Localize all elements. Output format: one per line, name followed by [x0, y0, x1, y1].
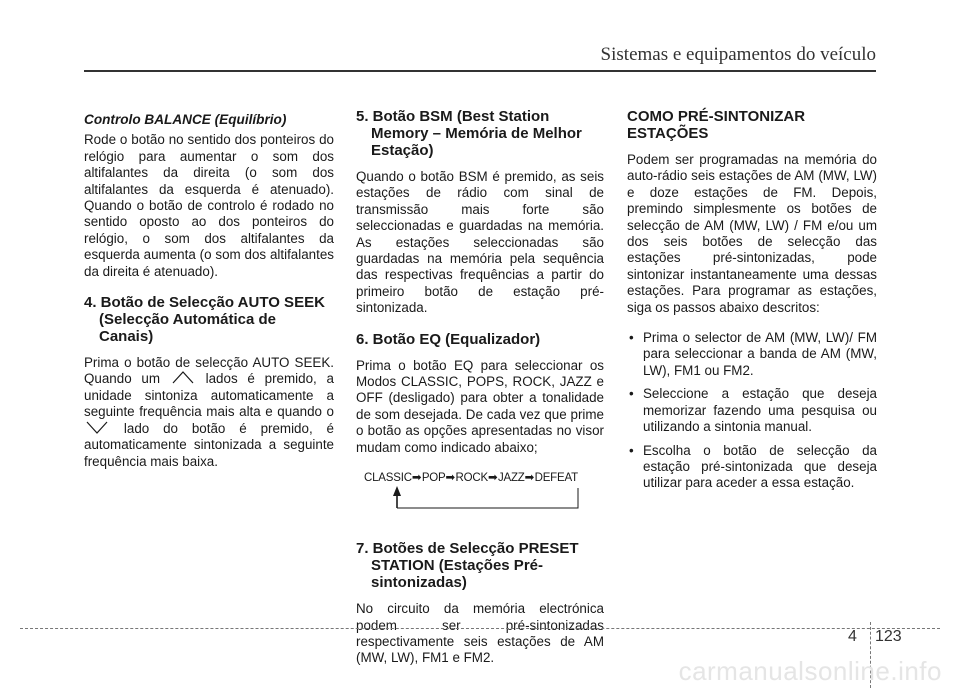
right-arrow-icon: ➡: [524, 472, 535, 485]
preset-heading: 7. Botões de Selecção PRESET STATION (Estações Pré-sintonizadas): [356, 540, 579, 592]
chapter-number: 4: [848, 628, 857, 645]
eq-mode-classic: CLASSIC: [364, 472, 412, 485]
bsm-text: Quando o botão BSM é premido, as seis estações de rádio com sinal de transmissão mais forte são seleccionadas e guardadas na memória. As estações seleccionadas são guardadas na memória pela sequência das respectivas frequências a partir do primeiro botão de estação pré-sintonizada.: [356, 169, 604, 316]
presintonizar-text: Podem ser programadas na memória do auto-rádio seis estações de AM (MW, LW) e doze estações de FM. Depois, premindo simplesmente os botões de selecção de AM (MW, LW) / FM e/ou um dos seis botões de selecção das estações pré-sintonizadas, pode sintonizar instantaneamente uma dessas estações. Para programar as estações, siga os passos abaixo descritos:: [627, 152, 877, 315]
list-item: • Prima o selector de AM (MW, LW)/ FM para seleccionar a banda de AM (MW, LW), FM1 ou FM2.: [627, 330, 877, 379]
page-number-value: 123: [875, 628, 902, 645]
list-item: • Escolha o botão de selecção da estação pré-sintonizada que deseja utilizar para aceder a essa estação.: [627, 443, 877, 492]
eq-mode-jazz: JAZZ: [497, 472, 525, 485]
right-arrow-icon: ➡: [411, 472, 422, 485]
seek-text-part-1: Prima o botão de selecção AUTO SEEK. Quando um: [84, 355, 334, 387]
bsm-heading: 5. Botão BSM (Best Station Memory – Memória de Melhor Estação): [356, 108, 582, 159]
column-3: [627, 108, 877, 499]
eq-text: Prima o botão EQ para seleccionar os Modos CLASSIC, POPS, ROCK, JAZZ e OFF (desligado) para obter a tonalidade de som desejada. De cada vez que prime o botão as opções apresentadas no visor mudam como indicado abaixo;: [356, 357, 604, 455]
balance-text: Rode o botão no sentido dos ponteiros do relógio para aumentar o som dos altifalantes da direita (o som dos altifalantes da esquerda é atenuado). Quando o botão de controlo é rodado no sentido oposto ao dos ponteiros do relógio, o som dos altifalantes da esquerda aumenta (o som dos altifalantes da direita é atenuado).: [84, 132, 334, 279]
return-loop-arrow-icon: [356, 470, 604, 528]
balance-heading: Controlo BALANCE (Equilíbrio): [84, 112, 287, 127]
steps-list: [627, 330, 877, 492]
eq-heading: 6. Botão EQ (Equalizador): [356, 330, 541, 348]
right-arrow-icon: ➡: [445, 472, 455, 485]
eq-mode-cycle-diagram: [356, 470, 604, 528]
preset-text: No circuito da memória electrónica podem ser pré-sintonizadas respectivamente seis estações de AM (MW, LW), FM1 e FM2.: [356, 601, 604, 666]
footer-divider: [20, 628, 940, 629]
column-1: [84, 108, 334, 484]
running-header: Sistemas e equipamentos do veículo: [600, 44, 876, 65]
right-arrow-icon: ➡: [487, 472, 498, 485]
presintonizar-heading: COMO PRÉ-SINTONIZAR ESTAÇÕES: [627, 108, 806, 142]
eq-mode-pop: POP: [421, 472, 446, 485]
chevron-down-icon: [84, 421, 110, 434]
chevron-up-icon: [170, 371, 196, 384]
column-2: [356, 108, 604, 681]
header-rule: [84, 70, 876, 72]
watermark: carmanualsonline.info: [678, 656, 942, 686]
seek-text-part-2: lados é premido, a unidade sintoniza automaticamente a seguinte frequência mais alta e quando o: [84, 371, 334, 420]
seek-text: [84, 355, 334, 470]
list-item: • Seleccione a estação que deseja memorizar fazendo uma pesquisa ou utilizando a sintonia manual.: [627, 386, 877, 435]
eq-mode-defeat: DEFEAT: [534, 472, 578, 485]
seek-text-part-3: lado do botão é premido, é automaticamente sintonizada a seguinte frequência mais baixa.: [84, 420, 334, 469]
eq-mode-rock: ROCK: [455, 472, 488, 485]
seek-heading: 4. Botão de Selecção AUTO SEEK (Selecção Automática de Canais): [84, 294, 325, 346]
